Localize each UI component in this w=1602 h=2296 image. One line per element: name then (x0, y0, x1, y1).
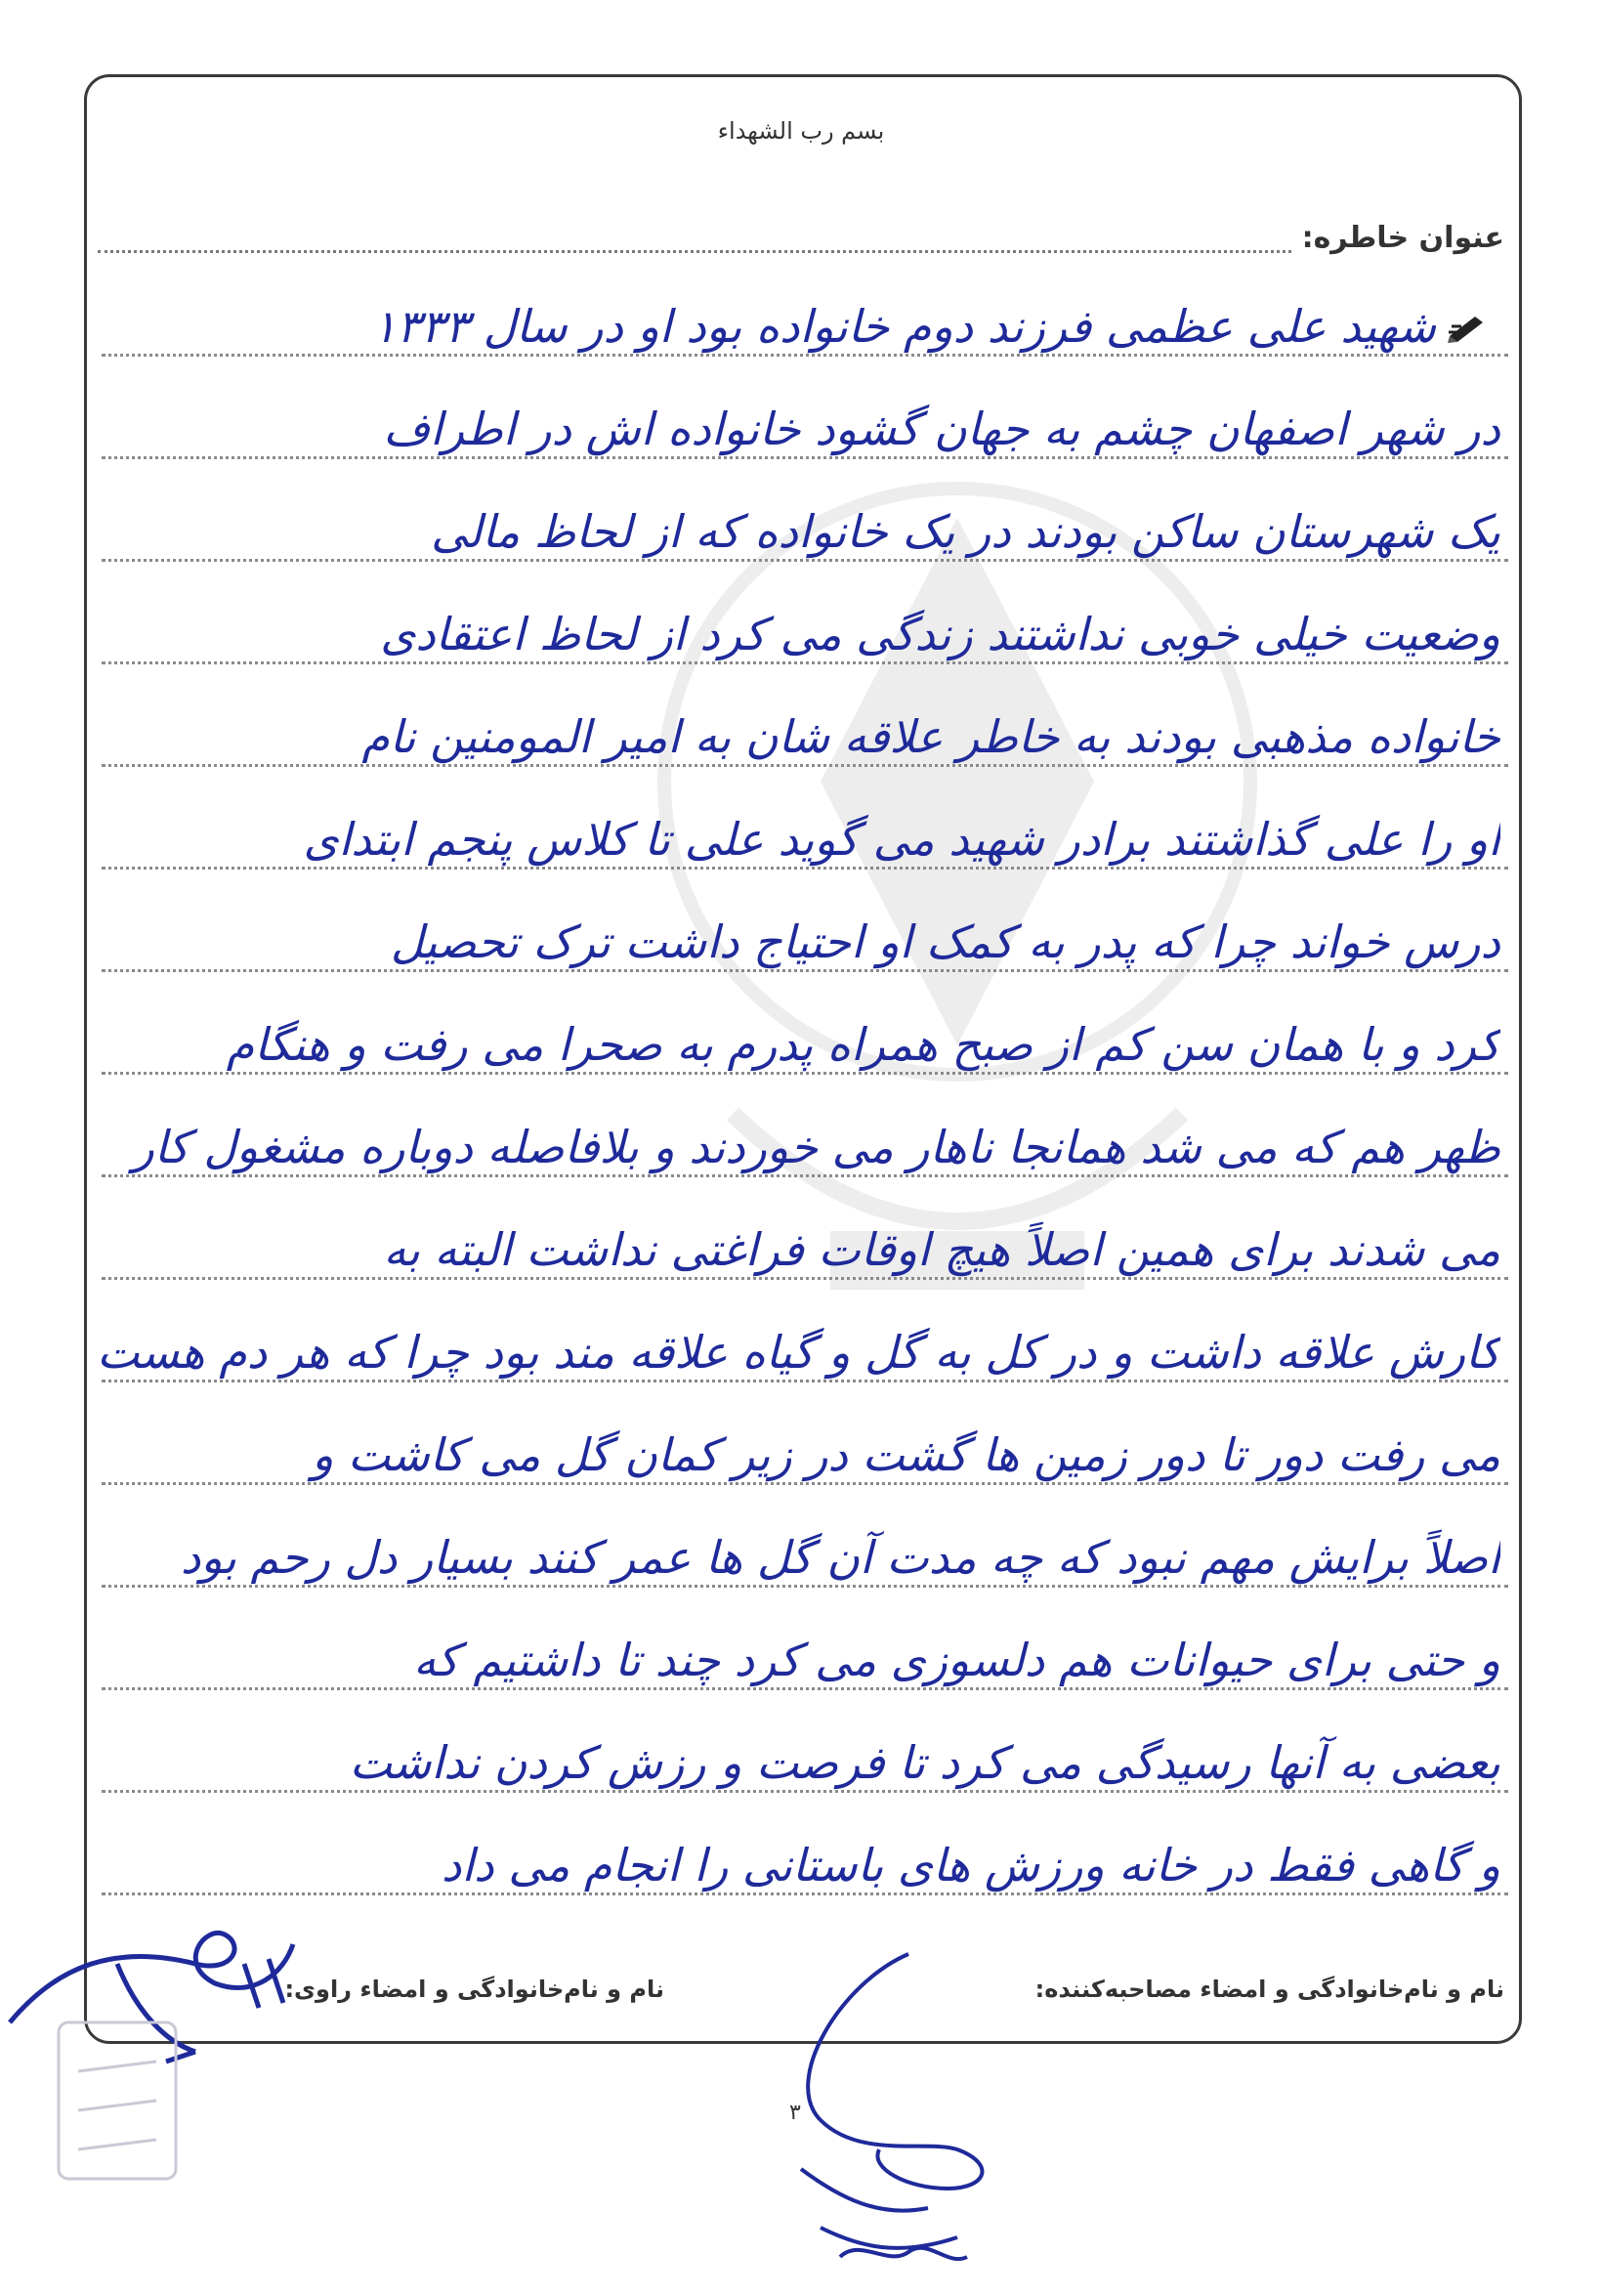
handwritten-line: ظهر هم که می شد همانجا ناهار می خوردند و بلافاصله دوباره مشغول کار (132, 1121, 1500, 1173)
handwritten-line: او را علی گذاشتند برادر شهید می گوید علی تا کلاس پنجم ابتدای (303, 813, 1500, 866)
handwritten-line: یک شهرستان ساکن بودند در یک خانواده که از لحاظ مالی (431, 505, 1500, 558)
memory-title-field (98, 250, 1291, 253)
pencil-icon (1446, 311, 1489, 344)
page-number: ۳ (789, 2101, 801, 2125)
memory-title-row (78, 221, 1504, 260)
page-header: بسم رب الشهداء (717, 117, 885, 145)
handwritten-line: در شهر اصفهان چشم به جهان گشود خانواده اش در اطراف (383, 403, 1500, 455)
narrator-signature-label: نام و نام‌خانوادگی و امضاء راوی: (284, 1976, 664, 2003)
handwritten-line: و حتی برای حیوانات هم دلسوزی می کرد چند تا داشتیم که (413, 1634, 1500, 1686)
memory-title-label: عنوان خاطره: (1301, 221, 1504, 255)
handwritten-line: خانواده مذهبی بودند به خاطر علاقه شان به امیر المومنین نام (361, 710, 1500, 763)
handwritten-line: بعضی به آنها رسیدگی می کرد تا فرصت و رزش کردن نداشت (349, 1736, 1500, 1789)
handwritten-line: درس خواند چرا که پدر به کمک او احتیاج داشت ترک تحصیل (390, 915, 1500, 968)
handwritten-line: و گاهی فقط در خانه ورزش های باستانی را انجام می داد (441, 1839, 1500, 1892)
stamp-icon (49, 2003, 195, 2198)
handwritten-line: می شدند برای همین اصلاً هیچ اوقات فراغتی نداشت البته به (383, 1223, 1500, 1276)
handwritten-line: وضعیت خیلی خوبی نداشتند زندگی می کرد از لحاظ اعتقادی (380, 608, 1500, 660)
interviewer-signature-label: نام و نام‌خانوادگی و امضاء مصاحبه‌کننده: (1034, 1976, 1504, 2003)
handwritten-line: کارش علاقه داشت و در کل به گل و گیاه علاقه مند بود چرا که هر دم هست (97, 1326, 1500, 1379)
handwritten-line: می رفت دور تا دور زمین ها گشت در زیر کمان گل می کاشت و (312, 1428, 1500, 1481)
handwritten-line: شهید علی عظمی فرزند دوم خانواده بود او در سال ۱۳۳۳ (372, 300, 1436, 353)
handwritten-line: کرد و با همان سن کم از صبح همراه پدرم به صحرا می رفت و هنگام (226, 1018, 1500, 1071)
handwritten-line: اصلاً برایش مهم نبود که چه مدت آن گل ها عمر کنند بسیار دل رحم بود (180, 1531, 1500, 1584)
